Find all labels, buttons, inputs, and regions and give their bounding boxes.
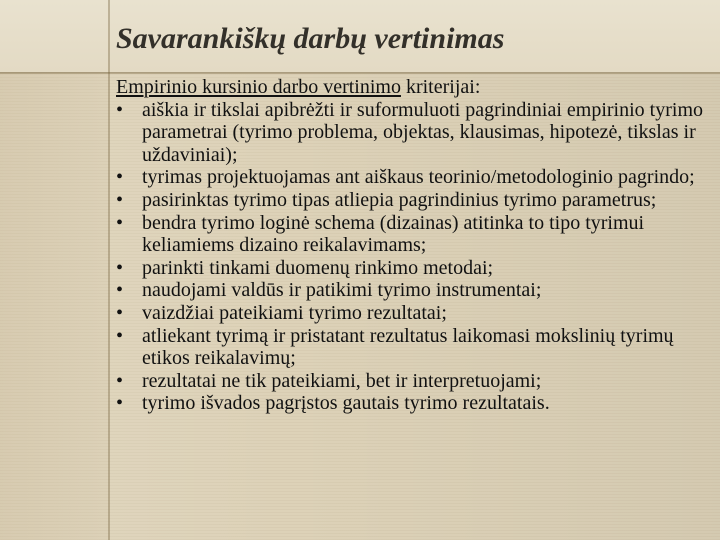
list-item-text: pasirinktas tyrimo tipas atliepia pagrindinius tyrimo parametrus;: [142, 188, 657, 211]
list-item: [116, 257, 716, 280]
bullet: •: [116, 98, 124, 121]
list-item: [116, 302, 716, 325]
list-item: [116, 212, 716, 257]
list-item: [116, 325, 716, 370]
list-item-text: bendra tyrimo loginė schema (dizainas) atitinka to tipo tyrimui keliamiems dizaino reikalavimams;: [142, 211, 645, 257]
bullet: •: [116, 211, 124, 234]
intro-rest: kriterijai:: [400, 76, 481, 98]
bullet: •: [116, 279, 124, 302]
list-item: [116, 279, 716, 302]
list-item-text: parinkti tinkami duomenų rinkimo metodai;: [142, 256, 494, 279]
criteria-list: [116, 99, 716, 415]
list-item-text: rezultatai ne tik pateikiami, bet ir interpretuojami;: [142, 369, 542, 392]
bullet: •: [116, 392, 124, 415]
bullet: •: [116, 369, 124, 392]
left-margin-band: [0, 72, 108, 540]
bullet: •: [116, 166, 124, 189]
bullet: •: [116, 256, 124, 279]
slide-body: [116, 76, 716, 415]
list-item: [116, 99, 716, 167]
slide-title: Savarankiškų darbų vertinimas: [116, 22, 505, 55]
bullet: •: [116, 188, 124, 211]
list-item-text: naudojami valdūs ir patikimi tyrimo instrumentai;: [142, 279, 542, 302]
list-item: [116, 392, 716, 415]
list-item: [116, 189, 716, 212]
list-item-text: vaizdžiai pateikiami tyrimo rezultatai;: [142, 301, 447, 324]
list-item-text: atliekant tyrimą ir pristatant rezultatus laikomasi mokslinių tyrimų etikos reikalavimų;: [142, 324, 674, 370]
intro-underlined: Empirinio kursinio darbo vertinimo: [116, 76, 401, 98]
bullet: •: [116, 301, 124, 324]
list-item-text: tyrimo išvados pagrįstos gautais tyrimo rezultatais.: [142, 392, 550, 415]
list-item-text: tyrimas projektuojamas ant aiškaus teorinio/metodologinio pagrindo;: [142, 166, 695, 189]
margin-divider: [108, 0, 110, 540]
bullet: •: [116, 324, 124, 347]
list-item: [116, 370, 716, 393]
list-item: [116, 166, 716, 189]
list-item-text: aiškia ir tikslai apibrėžti ir suformuluoti pagrindiniai empirinio tyrimo parametrai (tyrimo problema, objektas, klausimas, hipotezė, tikslas ir uždaviniai);: [142, 98, 703, 166]
intro-line: [116, 76, 716, 99]
